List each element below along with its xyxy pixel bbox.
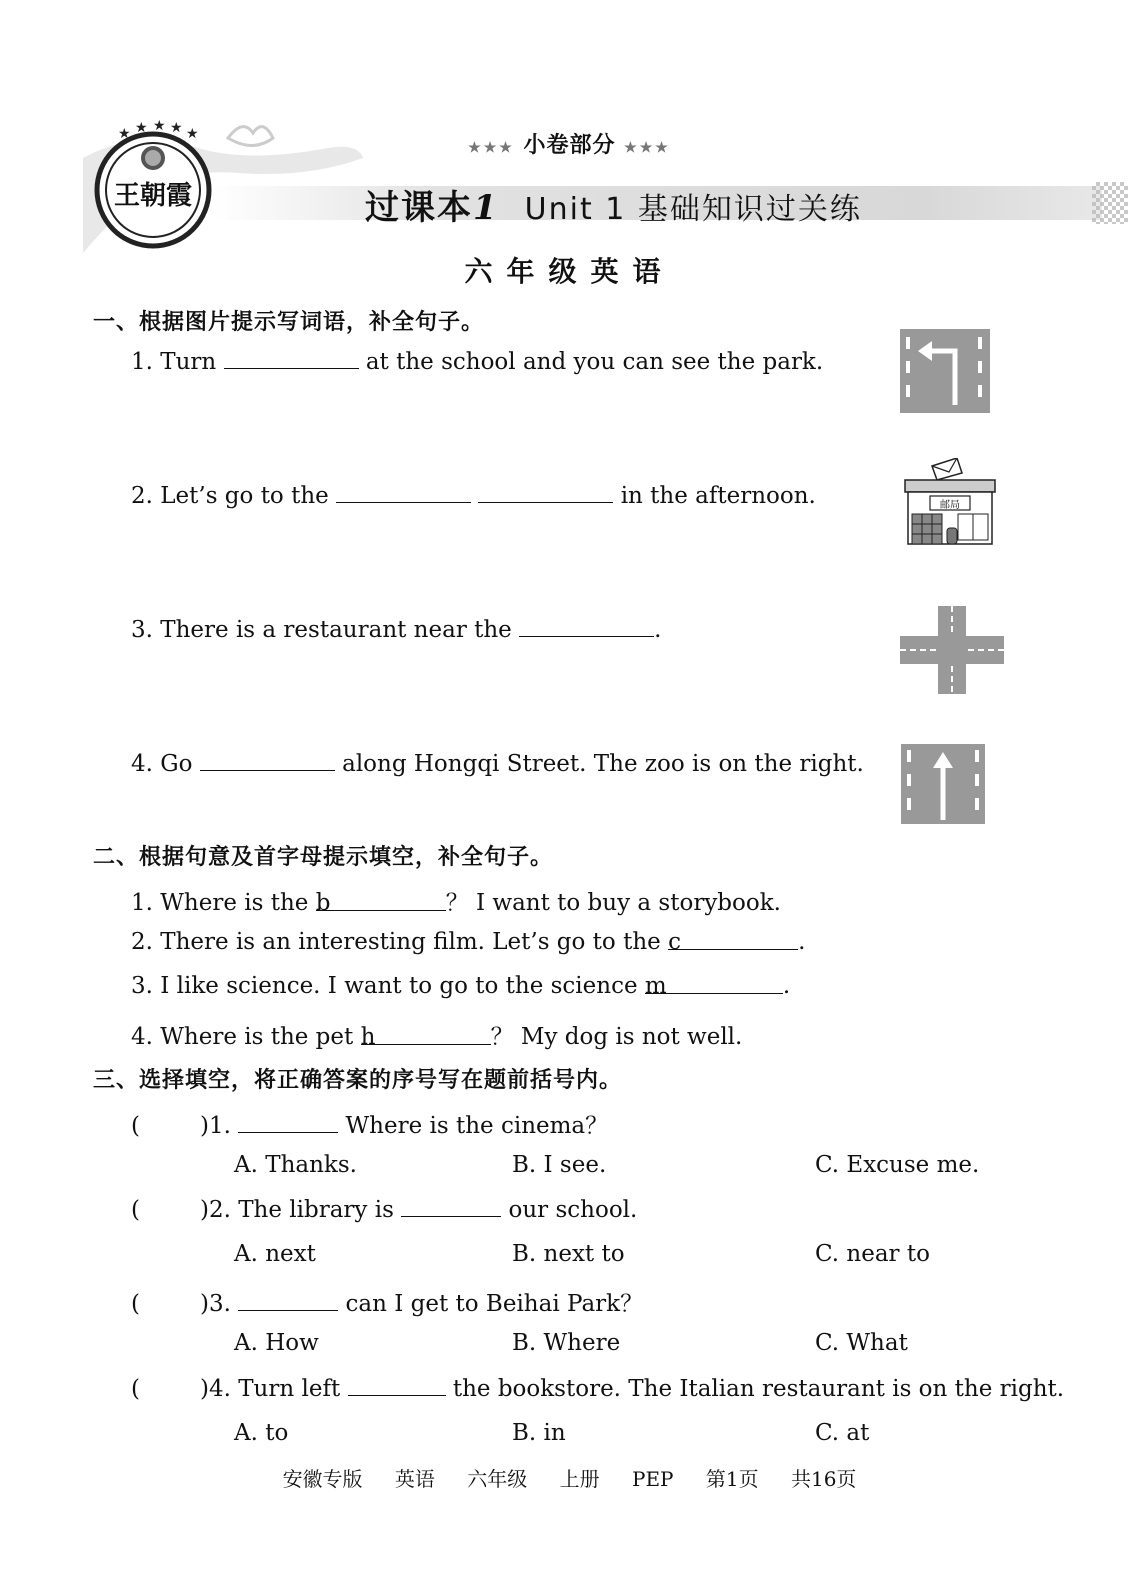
answer-blank[interactable] (478, 482, 613, 503)
title-num: 1 (473, 188, 499, 228)
logo-text: 王朝霞 (113, 181, 193, 211)
subtitle (0, 128, 1139, 159)
post-office-sign: 邮局 (940, 500, 960, 511)
s1-q4: 4. Go along Hongqi Street. The zoo is on the right. (131, 751, 864, 777)
answer-blank[interactable]: c (668, 929, 798, 950)
page-footer (0, 1463, 1139, 1492)
answer-blank[interactable] (401, 1196, 501, 1217)
answer-blank[interactable] (200, 750, 335, 771)
grade-title: 六年级英语 (464, 255, 675, 288)
section3-heading: 三、选择填空，将正确答案的序号写在题前括号内。 (93, 1067, 623, 1093)
s3-q1: ( )1. Where is the cinema？ (131, 1113, 609, 1139)
answer-blank[interactable]: h (361, 1024, 491, 1045)
straight-road-icon (901, 744, 985, 828)
footer-grade: 六年级 (467, 1467, 528, 1491)
svg-text:★: ★ (153, 118, 166, 134)
answer-blank[interactable] (519, 616, 654, 637)
title-cn: 过课本 (365, 188, 473, 228)
svg-text:★: ★ (118, 126, 131, 142)
s3-q1-option-a: A. Thanks. (234, 1152, 357, 1178)
s3-q3-option-c: C. What (815, 1330, 908, 1356)
title-unit: Unit 1 基础知识过关练 (524, 192, 862, 227)
s2-q2: 2. There is an interesting film. Let’s go to the c . (131, 929, 806, 955)
s3-q4: ( )4. Turn left the bookstore. The Italian restaurant is on the right. (131, 1376, 1065, 1402)
stars-left: ★★★ (468, 140, 515, 156)
post-office-icon (902, 458, 998, 552)
answer-blank[interactable]: b (316, 890, 446, 911)
section2-heading: 二、根据句意及首字母提示填空，补全句子。 (93, 844, 554, 870)
svg-text:★: ★ (135, 120, 148, 136)
s3-q3: ( )3. can I get to Beihai Park？ (131, 1291, 644, 1317)
s2-q1: 1. Where is the b ？ I want to buy a storybook. (131, 890, 781, 916)
footer-page: 第1页 (705, 1467, 759, 1491)
s3-q2-option-a: A. next (234, 1241, 316, 1267)
turn-left-road-icon (900, 329, 990, 417)
answer-blank[interactable] (348, 1375, 446, 1396)
s1-q3: 3. There is a restaurant near the . (131, 617, 662, 643)
s3-q1-option-b: B. I see. (512, 1152, 607, 1178)
answer-blank[interactable] (238, 1112, 338, 1133)
footer-total: 共16页 (790, 1467, 857, 1491)
s3-q2-option-c: C. near to (815, 1241, 930, 1267)
page-title (365, 180, 862, 229)
s3-q3-option-b: B. Where (512, 1330, 621, 1356)
s2-q3: 3. I like science. I want to go to the science m . (131, 973, 791, 999)
answer-blank[interactable] (224, 348, 359, 369)
section1-heading: 一、根据图片提示写词语，补全句子。 (93, 309, 485, 335)
s3-q4-option-b: B. in (512, 1420, 566, 1446)
s3-q2: ( )2. The library is our school. (131, 1197, 638, 1223)
answer-blank[interactable] (336, 482, 471, 503)
s1-q1: 1. Turn at the school and you can see the park. (131, 349, 824, 375)
footer-volume: 上册 (559, 1467, 600, 1491)
answer-blank[interactable] (238, 1290, 338, 1311)
s2-q4: 4. Where is the pet h ？ My dog is not well. (131, 1024, 743, 1050)
s1-q2: 2. Let’s go to the in the afternoon. (131, 483, 816, 509)
crossing-icon (900, 606, 1004, 698)
footer-edition: 安徽专版 (282, 1467, 363, 1491)
svg-text:★: ★ (186, 126, 199, 142)
subtitle-text: 小卷部分 (523, 132, 616, 158)
s3-q4-option-c: C. at (815, 1420, 870, 1446)
footer-subject: 英语 (394, 1467, 435, 1491)
footer-pep: PEP (632, 1467, 674, 1491)
stars-right: ★★★ (624, 140, 671, 156)
s3-q4-option-a: A. to (234, 1420, 289, 1446)
s3-q1-option-c: C. Excuse me. (815, 1152, 980, 1178)
s3-q3-option-a: A. How (234, 1330, 319, 1356)
s3-q2-option-b: B. next to (512, 1241, 625, 1267)
svg-text:★: ★ (170, 120, 183, 136)
answer-blank[interactable]: m (645, 973, 783, 994)
